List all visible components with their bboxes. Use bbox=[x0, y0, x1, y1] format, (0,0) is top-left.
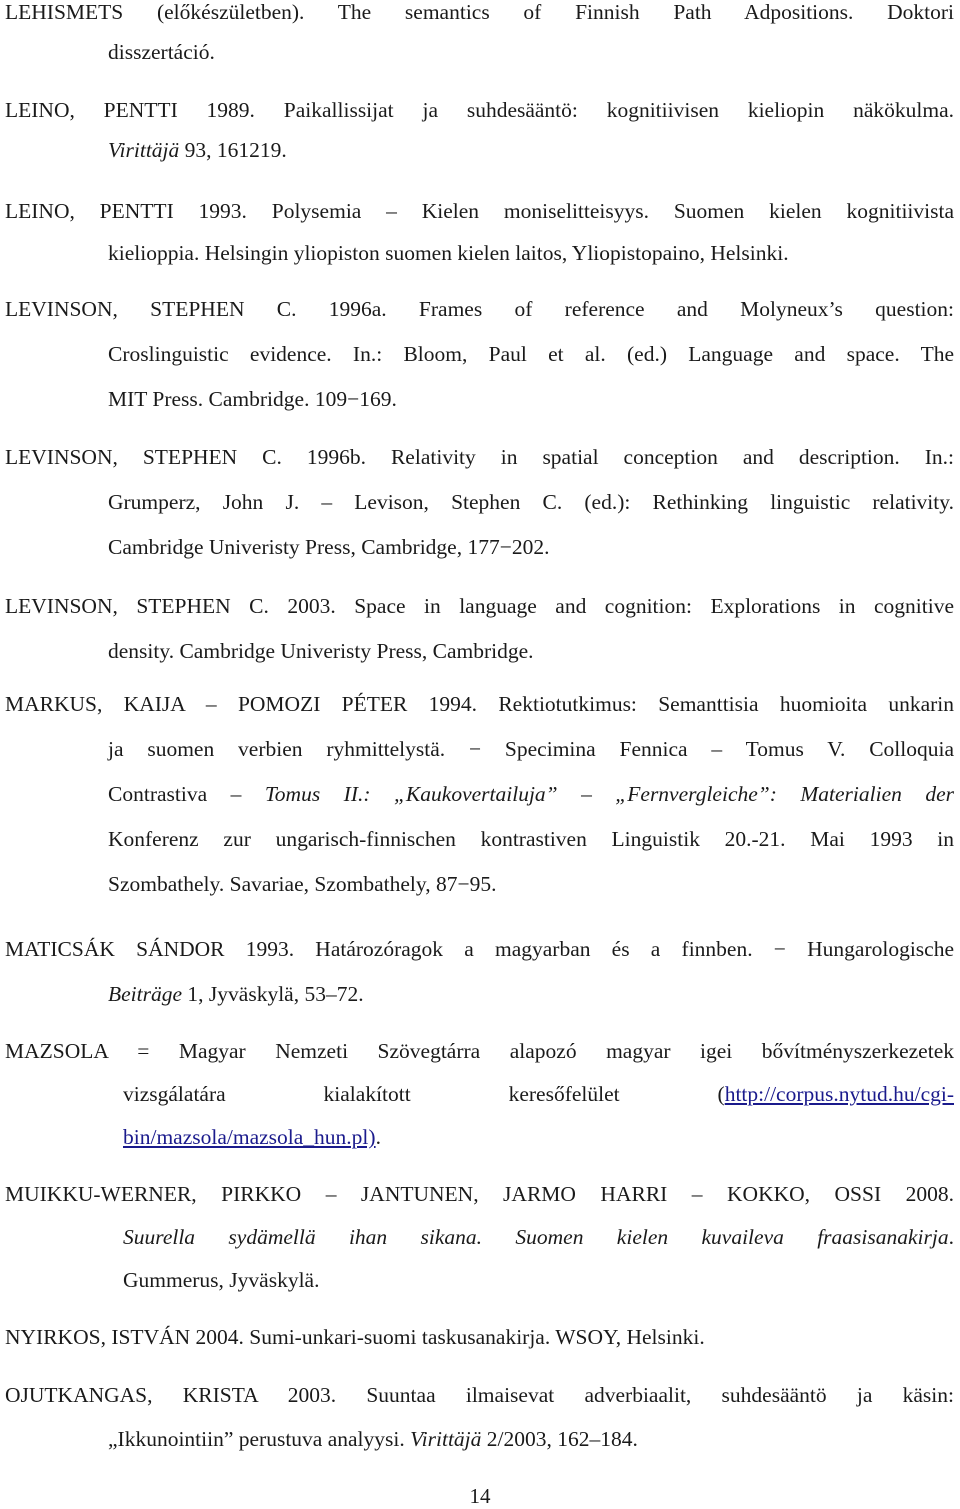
reference-mazsola bbox=[5, 1030, 954, 1159]
reference-line: MAZSOLA = Magyar Nemzeti Szövegtárra alapozó magyar igei bővítményszerkezetek bbox=[5, 1039, 954, 1063]
reference-line: kielioppia. Helsingin yliopiston suomen kielen laitos, Yliopistopaino, Helsinki. bbox=[108, 241, 789, 265]
reference-line: MARKUS, KAIJA – POMOZI PÉTER 1994. Rektiotutkimus: Semanttisia huomioita unkarin bbox=[5, 692, 954, 716]
reference-line: Croslinguistic evidence. In.: Bloom, Paul et al. (ed.) Language and space. The bbox=[108, 342, 954, 366]
journal-title: Beiträge bbox=[108, 982, 183, 1006]
mazsola-url-link-continued[interactable]: bin/mazsola/mazsola_hun.pl) bbox=[123, 1125, 376, 1149]
reference-line: MATICSÁK SÁNDOR 1993. Határozóragok a magyarban és a finnben. − Hungarologische bbox=[5, 937, 954, 961]
reference-line: Szombathely. Savariae, Szombathely, 87−95. bbox=[108, 872, 497, 896]
reference-line: MIT Press. Cambridge. 109−169. bbox=[108, 387, 397, 411]
reference-text: 1, Jyväskylä, 53–72. bbox=[182, 982, 364, 1006]
reference-levinson-1996b bbox=[5, 435, 954, 570]
reference-nyirkos-2004 bbox=[5, 1316, 954, 1359]
reference-line: MUIKKU-WERNER, PIRKKO – JANTUNEN, JARMO HARRI – KOKKO, OSSI 2008. bbox=[5, 1182, 954, 1206]
reference-levinson-2003 bbox=[5, 584, 954, 674]
reference-leino-1989 bbox=[5, 90, 954, 170]
journal-title: Virittäjä bbox=[410, 1427, 482, 1451]
reference-line bbox=[5, 1216, 954, 1259]
reference-line bbox=[5, 1417, 954, 1461]
reference-line: NYIRKOS, ISTVÁN 2004. Sumi-unkari-suomi taskusanakirja. WSOY, Helsinki. bbox=[5, 1325, 705, 1349]
reference-line bbox=[5, 972, 954, 1017]
reference-markus-1994 bbox=[5, 682, 954, 907]
reference-line: LEHISMETS (előkészületben). The semantics of Finnish Path Adpositions. Doktori bbox=[5, 0, 954, 24]
reference-line: ja suomen verbien ryhmittelystä. − Specimina Fennica – Tomus V. Colloquia bbox=[108, 737, 954, 761]
reference-line bbox=[5, 772, 954, 817]
reference-text: „Ikkunointiin” perustuva analyysi. bbox=[108, 1427, 411, 1451]
reference-line: Grumperz, John J. – Levison, Stephen C. (ed.): Rethinking linguistic relativity. bbox=[108, 490, 954, 514]
journal-title: Virittäjä bbox=[108, 138, 180, 162]
reference-text: . bbox=[948, 1225, 954, 1249]
reference-text: 2/2003, 162–184. bbox=[481, 1427, 638, 1451]
series-title: Tomus II.: „Kaukovertailuja” – „Fernvergleiche”: Materialien der bbox=[264, 782, 954, 806]
reference-line: LEVINSON, STEPHEN C. 2003. Space in language and cognition: Explorations in cognitive bbox=[5, 594, 954, 618]
reference-line: Gummerus, Jyväskylä. bbox=[123, 1268, 320, 1292]
reference-line: LEINO, PENTTI 1993. Polysemia – Kielen moniselitteisyys. Suomen kielen kognitiivista bbox=[5, 199, 954, 223]
reference-line: Konferenz zur ungarisch-finnischen kontrastiven Linguistik 20.-21. Mai 1993 in bbox=[108, 827, 954, 851]
reference-line: LEVINSON, STEPHEN C. 1996b. Relativity in spatial conception and description. In.: bbox=[5, 445, 954, 469]
reference-line bbox=[5, 1073, 954, 1116]
reference-line: OJUTKANGAS, KRISTA 2003. Suuntaa ilmaisevat adverbiaalit, suhdesääntö ja käsin: bbox=[5, 1383, 954, 1407]
reference-ojutkangas-2003 bbox=[5, 1373, 954, 1461]
reference-line: Cambridge Univeristy Press, Cambridge, 177−202. bbox=[108, 535, 550, 559]
reference-line: LEVINSON, STEPHEN C. 1996a. Frames of reference and Molyneux’s question: bbox=[5, 297, 954, 321]
reference-text: Contrastiva – bbox=[108, 782, 265, 806]
reference-line: LEINO, PENTTI 1989. Paikallissijat ja suhdesääntö: kognitiivisen kieliopin näkökulma. bbox=[5, 98, 954, 122]
reference-text: 93, 161219. bbox=[179, 138, 287, 162]
reference-text: . bbox=[375, 1125, 381, 1149]
reference-lehismets bbox=[5, 0, 954, 72]
reference-leino-1993 bbox=[5, 190, 954, 274]
reference-maticsak-1993 bbox=[5, 927, 954, 1017]
reference-line: density. Cambridge Univeristy Press, Cambridge. bbox=[108, 639, 534, 663]
reference-levinson-1996a bbox=[5, 287, 954, 422]
book-title: Suurella sydämellä ihan sikana. Suomen kielen kuvaileva fraasisanakirja bbox=[123, 1225, 949, 1249]
reference-text: vizsgálatára kialakított keresőfelület ( bbox=[123, 1082, 725, 1106]
reference-line: disszertáció. bbox=[108, 40, 215, 64]
reference-line bbox=[5, 130, 954, 170]
reference-muikku-werner-2008 bbox=[5, 1173, 954, 1302]
reference-line bbox=[5, 1116, 954, 1159]
mazsola-url-link[interactable]: http://corpus.nytud.hu/cgi- bbox=[724, 1082, 954, 1106]
page-number: 14 bbox=[469, 1484, 491, 1508]
